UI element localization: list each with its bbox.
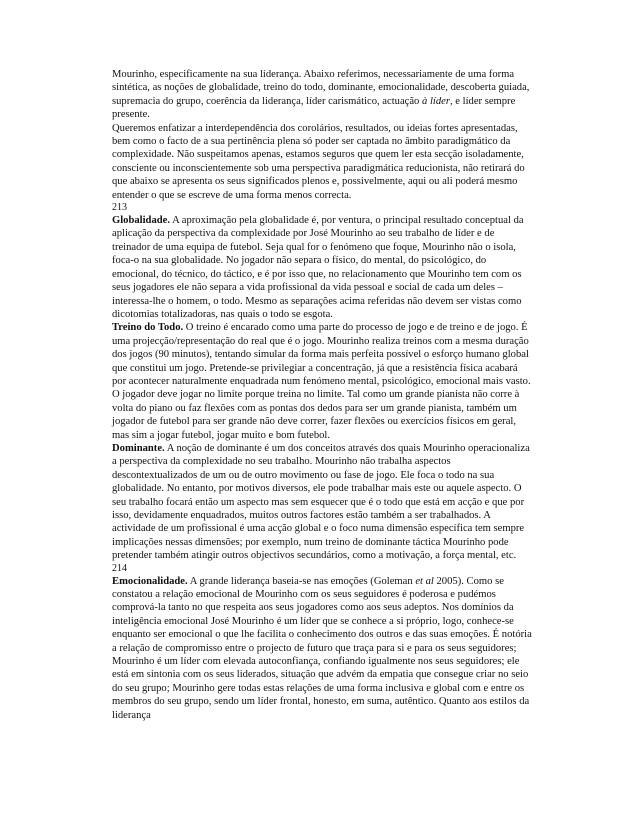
section-body: A grande liderança baseia-se nas emoções (Goleman et al 2005). Como se constatou a relação emocional de Mourinho com os seus seguidores é poderosa e pudémos comprová-la tanto no que respeita aos seus jogadores como aos seus adeptos. Nos domínios da inteligência emocional José Mourinho é um líder que se conhece a si próprio, logo, conhece-se enquanto ser emocional o que lhe facilita o conhecimento dos outros e das suas emoções. É notória a relação de compromisso entre o projecto de futuro que traça para si e para os seus seguidores; Mourinho é um líder com elevada autoconfiança, confiando igualmente nos seus seguidores; ele está em sintonia com os seus liderados, situação que advém da empatia que consegue criar no seio do seu grupo; Mourinho gere todas estas relações de uma forma inclusiva e global com e entre os membros do seu grupo, sendo um líder frontal, honesto, em suma, autêntico. Quanto aos estilos da liderança [112, 575, 532, 721]
page-number: 214 [112, 562, 127, 574]
section-heading: Globalidade. [112, 215, 170, 227]
section-globalidade [112, 214, 532, 321]
section-heading: Dominante. [112, 442, 165, 454]
section-treino-do-todo [112, 321, 532, 442]
page-number: 213 [112, 202, 127, 214]
section-body: A aproximação pela globalidade é, por ventura, o principal resultado conceptual da aplicação da perspectiva da complexidade por José Mourinho ao seu trabalho de líder e de treinador de uma equipa de futebol. Seja qual for o fenómeno que foque, Mourinho não o isola, foca-o na sua globalidade. No jogador não separa o físico, do mental, do psicológico, do emocional, do técnico, do táctico, e é por isso que, no relacionamento que Mourinho tem com os seus jogadores ele não separa a vida profissional da vida pessoal e social de cada um deles – interessa-lhe o homem, o todo. Mesmo as separações acima referidas não devem ser vistas como dicotomias totalizadoras, nas quais o todo se esgota. [112, 215, 524, 320]
paragraph-enfatizar: Queremos enfatizar a interdependência dos corolários, resultados, ou ideias fortes apresentadas, bem como o facto de a sua pertinência plena só poder ser captada no âmbito paradigmático da complexidade. Não suspeitamos apenas, estamos seguros que quem ler esta secção isoladamente, consciente ou inconscientemente sob uma perspectiva paradigmática reducionista, não retirará do que abaixo se apresenta os seus significados plenos e, possivelmente, aqui ou ali poderá mesmo entender o que se escreve de uma forma menos correcta. [112, 122, 525, 201]
section-body: O treino é encarado como uma parte do processo de jogo e de treino e de jogo. É uma projecção/representação do real que é o jogo. Mourinho realiza treinos com a mesma duração dos jogos (90 minutos), tentando simular da forma mais perfeita possível o esforço humano global que constitui um jogo. Pretende-se privilegiar a concentração, já que a resistência física acabará por acontecer naturalmente enquadrada num fenómeno mental, psicológico, emocional mais vasto. O jogador deve jogar no limite porque treina no limite. Tal como um grande pianista não corre à volta do piano ou faz flexões com as pontas dos dedos para ser um grande pianista, também um jogador de futebol para ser grande não deve correr, fazer flexões ou exercícios físicos em geral, mas sim a jogar futebol, jogar muito e bom futebol. [112, 322, 531, 441]
paragraph-intro: Mourinho, especificamente na sua liderança. Abaixo referimos, necessariamente de uma forma sintética, as noções de globalidade, treino do todo, dominante, emocionalidade, descoberta guiada, supremacia do grupo, coerência da liderança, líder carismático, actuação à líder, e líder sempre presente. [112, 69, 530, 121]
section-body: A noção de dominante é um dos conceitos através dos quais Mourinho operacionaliza a perspectiva da complexidade no seu trabalho. Mourinho não trabalha aspectos descontextualizados de um ou de outro movimento ou fase de jogo. Ele foca o todo na sua globalidade. No entanto, por motivos diversos, ele pode trabalhar mais este ou aquele aspecto. O seu trabalho focará então um aspecto mas sem esquecer que é o todo que está em acção e que por isso, devidamente enquadrados, muitos outros factores estão também a ser trabalhados. A actividade de um profissional é uma acção global e o foco numa dimensão específica tem sempre implicações nessas dimensões; por exemplo, num treino de dominante táctica Mourinho pode pretender também atingir outros objectivos secundários, como a motivação, a força mental, etc. [112, 442, 530, 562]
section-dominante [112, 442, 532, 563]
document-page [112, 68, 532, 722]
section-heading: Emocionalidade. [112, 575, 188, 587]
section-heading: Treino do Todo. [112, 322, 184, 334]
section-emocionalidade [112, 575, 532, 722]
